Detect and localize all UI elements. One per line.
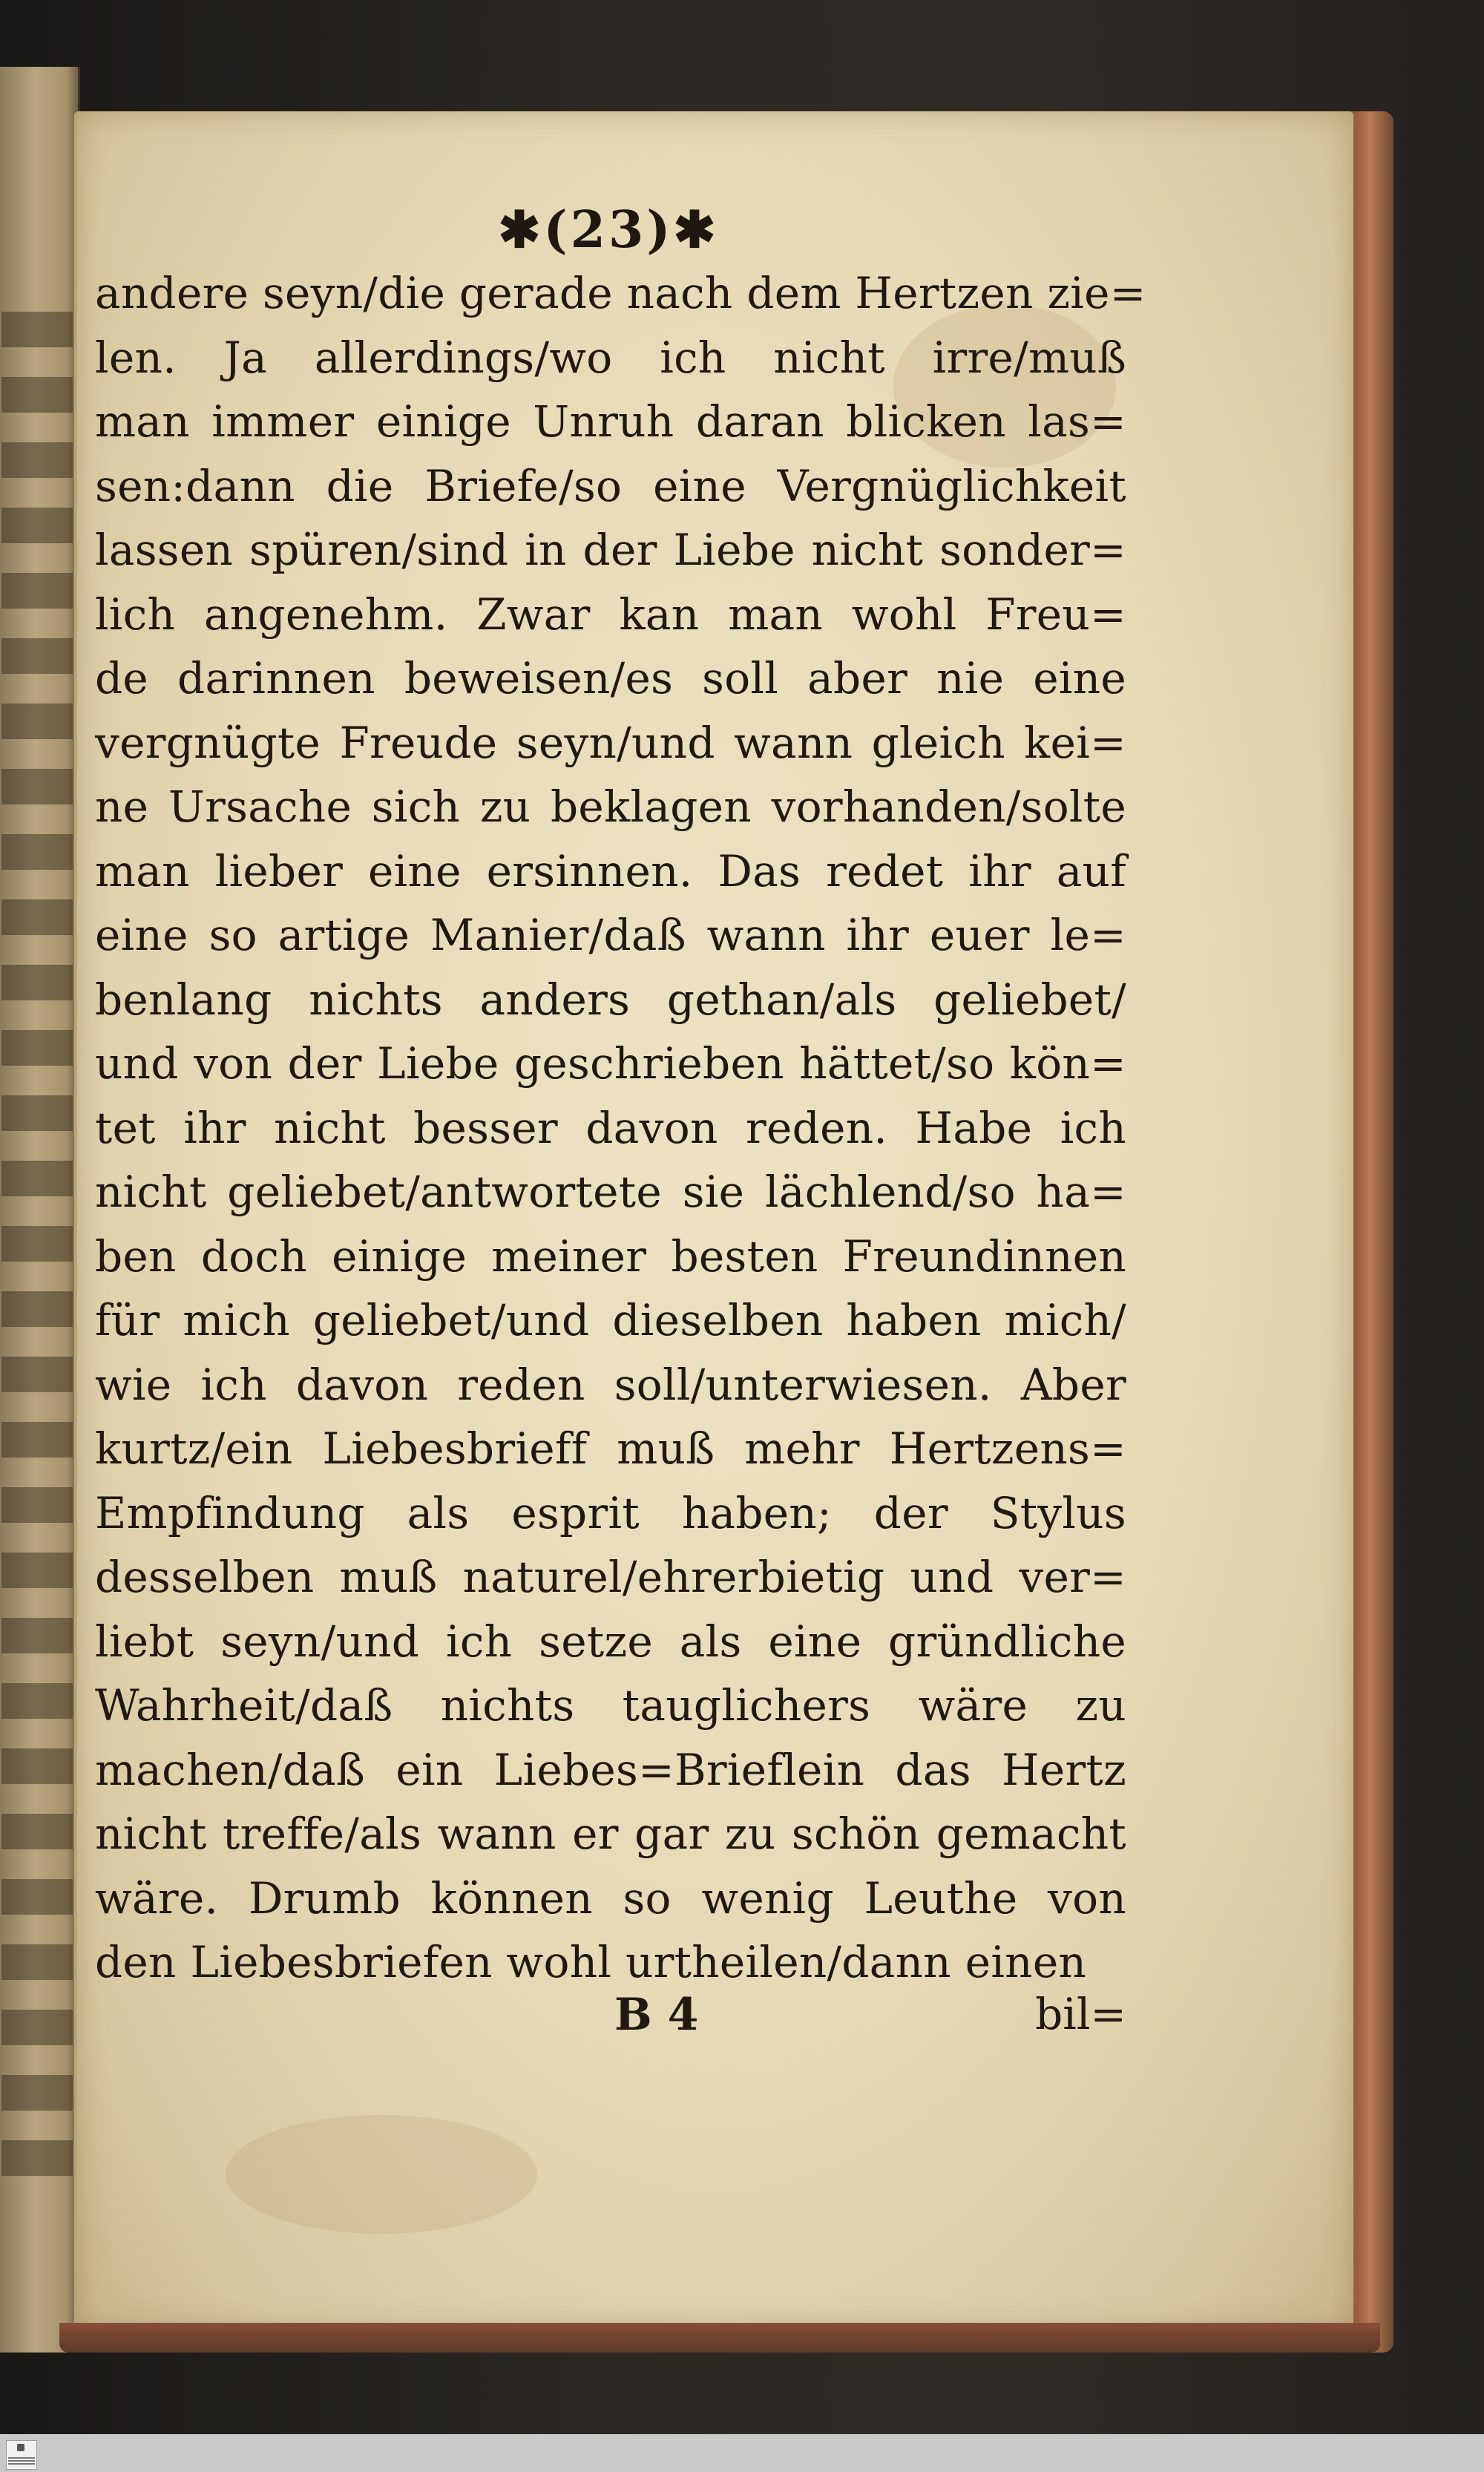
logo-lettering [8, 2457, 35, 2465]
page-bottom-edge [59, 2323, 1380, 2353]
text-line: sen:dann die Briefe/so eine Vergnüglichkeit [95, 460, 1126, 511]
signature-mark: B 4 [614, 1989, 699, 2041]
text-line: ne Ursache sich zu beklagen vorhanden/solte [95, 781, 1126, 832]
text-line: den Liebesbriefen wohl urtheilen/dann einen [95, 1937, 1087, 1987]
text-line: Empfindung als esprit haben; der Stylus [95, 1487, 1126, 1538]
text-line: machen/daß ein Liebes=Brieflein das Hertz [95, 1744, 1126, 1795]
page-footer [95, 1989, 1126, 2056]
paper-stain [226, 2115, 537, 2234]
text-line: tet ihr nicht besser davon reden. Habe ich [95, 1102, 1126, 1153]
page-number: ✱(23)✱ [498, 200, 719, 260]
text-line: und von der Liebe geschrieben hättet/so kön= [95, 1038, 1126, 1089]
text-line: für mich geliebet/und dieselben haben mich/ [95, 1295, 1126, 1345]
text-line: ben doch einige meiner besten Freundinnen [95, 1230, 1126, 1282]
text-line: liebt seyn/und ich setze als eine gründliche [95, 1616, 1126, 1667]
text-line: wäre. Drumb können so wenig Leuthe von [95, 1872, 1126, 1924]
text-line: wie ich davon reden soll/unterwiesen. Aber [95, 1359, 1126, 1410]
catchword: bil= [1035, 1989, 1126, 2039]
text-line: kurtz/ein Liebesbrieff muß mehr Hertzens= [95, 1423, 1126, 1474]
text-line: benlang nichts anders gethan/als geliebet/ [95, 974, 1126, 1025]
previous-page-sliver [0, 67, 80, 2353]
viewer-bottom-bar [0, 2434, 1484, 2472]
text-line: lassen spüren/sind in der Liebe nicht sonder= [95, 525, 1126, 575]
text-line: man immer einige Unruh daran blicken las= [95, 396, 1126, 447]
text-line: andere seyn/die gerade nach dem Hertzen zie= [95, 268, 1146, 318]
text-line: man lieber eine ersinnen. Das redet ihr auf [95, 845, 1126, 896]
text-line: vergnügte Freude seyn/und wann gleich kei= [95, 717, 1126, 768]
text-line: lich angenehm. Zwar kan man wohl Freu= [95, 589, 1126, 640]
body-text [95, 261, 1146, 1995]
text-line: len. Ja allerdings/wo ich nicht irre/muß [95, 332, 1126, 383]
logo-emblem [17, 2444, 24, 2451]
text-line: nicht treffe/als wann er gar zu schön gemacht [95, 1809, 1126, 1859]
text-line: desselben muß naturel/ehrerbietig und ver= [95, 1552, 1126, 1602]
text-line: de darinnen beweisen/es soll aber nie eine [95, 653, 1126, 704]
text-line: nicht geliebet/antwortete sie lächlend/so ha= [95, 1167, 1126, 1217]
previous-page-text-fragment [1, 312, 73, 2182]
library-logo-icon [6, 2440, 37, 2470]
text-line: Wahrheit/daß nichts tauglichers wäre zu [95, 1680, 1126, 1731]
text-line: eine so artige Manier/daß wann ihr euer le= [95, 910, 1126, 960]
